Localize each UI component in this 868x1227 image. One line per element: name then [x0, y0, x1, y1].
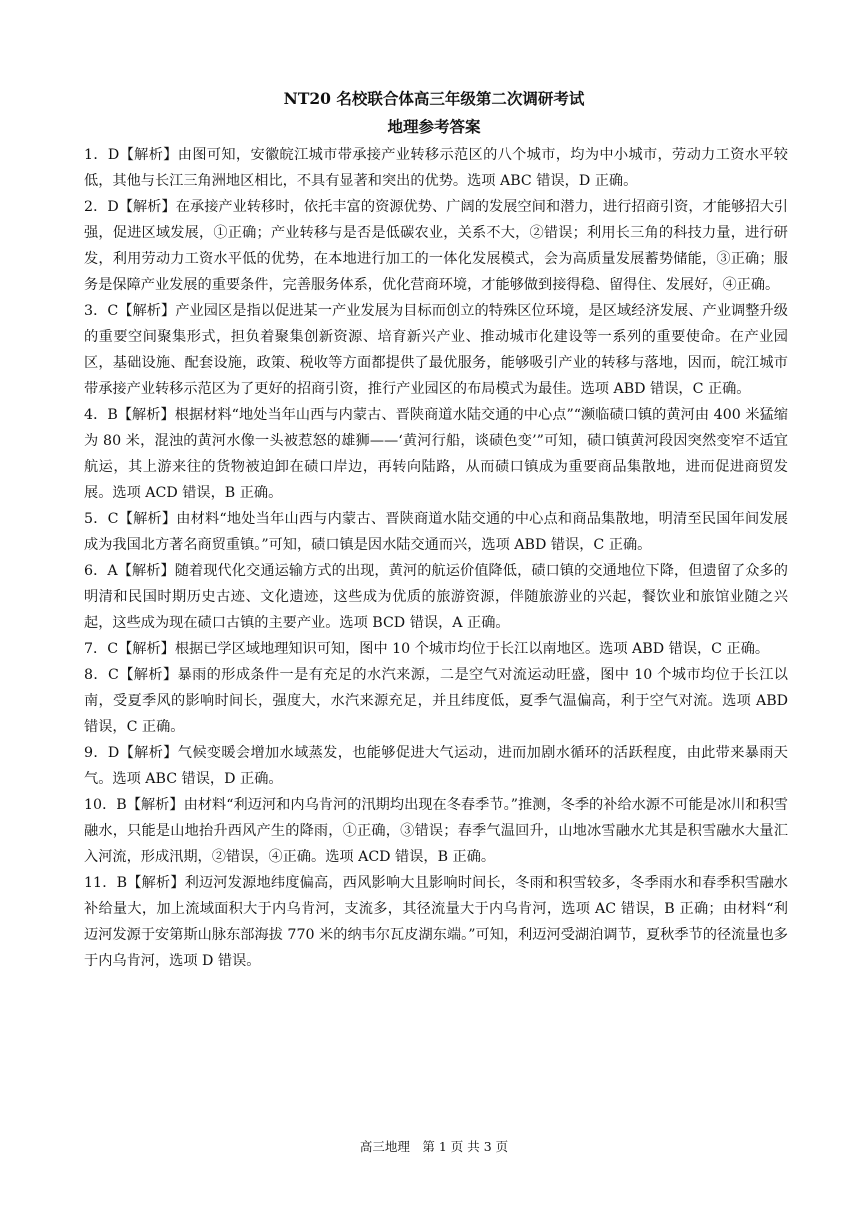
- answer-item-2: 2．D【解析】在承接产业转移时，依托丰富的资源优势、广阔的发展空间和潜力，进行招商引资，才能够招大引强，促进区域发展，①正确；产业转移与是否是低碳农业，关系不大，②错误；利用长三角的科技力量，进行研发，利用劳动力工资水平低的优势，在本地进行加工的一体化发展模式，会为高质量发展蓄势储能，③正确；服务是保障产业发展的重要条件，完善服务体系，优化营商环境，才能够做到接得稳、留得住、发展好，④正确。: [84, 199, 788, 293]
- answer-item-9: 9．D【解析】气候变暖会增加水域蒸发，也能够促进大气运动，进而加剧水循环的活跃程度，由此带来暴雨天气。选项 ABC 错误，D 正确。: [84, 745, 788, 787]
- answer-list: [84, 142, 788, 974]
- exam-subtitle: 地理参考答案: [387, 117, 481, 136]
- answer-item-6: 6．A【解析】随着现代化交通运输方式的出现，黄河的航运价值降低，碛口镇的交通地位下降，但遗留了众多的明清和民国时期历史古迹、文化遗迹，这些成为优质的旅游资源，伴随旅游业的兴起，餐饮业和旅馆业随之兴起，这些成为现在碛口古镇的主要产业。选项 BCD 错误，A 正确。: [84, 563, 788, 631]
- answer-item-5: 5．C【解析】由材料“地处当年山西与内蒙古、晋陕商道水陆交通的中心点和商品集散地，明清至民国年间发展成为我国北方著名商贸重镇。”可知，碛口镇是因水陆交通而兴，选项 ABD 错误，C 正确。: [84, 511, 788, 553]
- exam-title: NT20 名校联合体高三年级第二次调研考试: [283, 89, 585, 108]
- answer-item-11: 11．B【解析】利迈河发源地纬度偏高，西风影响大且影响时间长，冬雨和积雪较多，冬季雨水和春季积雪融水补给量大，加上流域面积大于内乌肯河，支流多，其径流量大于内乌肯河，选项 AC 错误，B 正确；由材料“利迈河发源于安第斯山脉东部海拔 770 米的纳韦尔瓦皮湖东端。”可知，利迈河受湖泊调节，夏秋季节的径流量也多于内乌肯河，选项 D 错误。: [84, 875, 788, 969]
- page-footer: 高三地理 第 1 页 共 3 页: [359, 1139, 509, 1154]
- answer-item-8: 8．C【解析】暴雨的形成条件一是有充足的水汽来源，二是空气对流运动旺盛，图中 10 个城市均位于长江以南，受夏季风的影响时间长，强度大，水汽来源充足，并且纬度低，夏季气温偏高，利于空气对流。选项 ABD 错误，C 正确。: [84, 667, 788, 735]
- answer-item-10: 10．B【解析】由材料“利迈河和内乌肯河的汛期均出现在冬春季节。”推测，冬季的补给水源不可能是冰川和积雪融水，只能是山地抬升西风产生的降雨，①正确，③错误；春季气温回升，山地冰雪融水尤其是积雪融水大量汇入河流，形成汛期，②错误，④正确。选项 ACD 错误，B 正确。: [84, 797, 788, 865]
- answer-item-1: 1．D【解析】由图可知，安徽皖江城市带承接产业转移示范区的八个城市，均为中小城市，劳动力工资水平较低，其他与长江三角洲地区相比，不具有显著和突出的优势。选项 ABC 错误，D 正确。: [84, 147, 788, 189]
- answer-item-3: 3．C【解析】产业园区是指以促进某一产业发展为目标而创立的特殊区位环境，是区域经济发展、产业调整升级的重要空间聚集形式，担负着聚集创新资源、培育新兴产业、推动城市化建设等一系列的重要使命。在产业园区，基础设施、配套设施，政策、税收等方面都提供了最优服务，能够吸引产业的转移与落地，因而，皖江城市带承接产业转移示范区为了更好的招商引资，推行产业园区的布局模式为最佳。选项 ABD 错误，C 正确。: [84, 303, 788, 397]
- answer-item-7: 7．C【解析】根据已学区域地理知识可知，图中 10 个城市均位于长江以南地区。选项 ABD 错误，C 正确。: [84, 641, 770, 657]
- answer-item-4: 4．B【解析】根据材料“地处当年山西与内蒙古、晋陕商道水陆交通的中心点”“濒临碛口镇的黄河由 400 米猛缩为 80 米，混浊的黄河水像一头被惹怒的雄狮——‘黄河行船，谈碛色变’”可知，碛口镇黄河段因突然变窄不适宜航运，其上游来往的货物被迫卸在碛口岸边，再转向陆路，从而碛口镇成为重要商品集散地，进而促进商贸发展。选项 ACD 错误，B 正确。: [84, 407, 788, 501]
